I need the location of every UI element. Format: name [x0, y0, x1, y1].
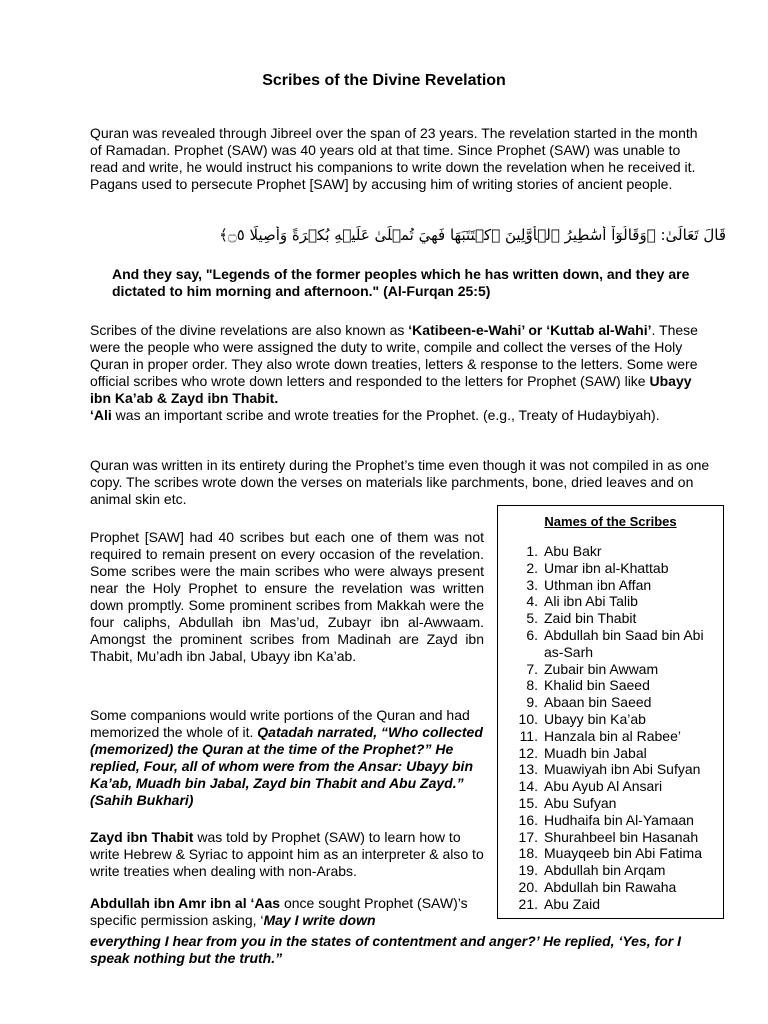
scribe-number: 12.: [518, 744, 538, 761]
scribe-number: 2.: [526, 559, 538, 576]
page-title: Scribes of the Divine Revelation: [262, 72, 506, 89]
para2-text-f: was an important scribe and wrote treaties for the Prophet. (e.g., Treaty of Hudaybiyah).: [111, 407, 660, 423]
scribe-name: Uthman ibn Affan: [544, 576, 652, 593]
scribe-name: Ubayy bin Ka’ab: [544, 710, 646, 727]
scribe-list-item: [506, 560, 718, 577]
scribe-list-item: [506, 711, 718, 728]
scribe-name: Umar ibn al-Khattab: [544, 559, 669, 576]
intro-text: Quran was revealed through Jibreel over the span of 23 years. The revelation started in the month of Ramadan. Prophet (SAW) was 40 years old at that time. Since Prophet (SAW) was unable to read and write, he would instruct his companions to write down the revelation when he received it.: [90, 125, 698, 175]
scribe-number: 18.: [518, 845, 538, 862]
scribes-definition-paragraph: [90, 322, 712, 424]
scribe-name: Muayqeeb bin Abi Fatima: [544, 845, 702, 862]
scribe-name: Khalid bin Saeed: [544, 677, 650, 694]
written-entirety-paragraph: Quran was written in its entirety during the Prophet’s time even though it was not compiled in as one copy. The scribes wrote down the verses on materials like parchments, bone, dried leaves and on animal skin etc.: [90, 457, 710, 507]
intro-text-2: Pagans used to persecute Prophet [SAW] by accusing him of writing stories of ancient people.: [90, 176, 673, 192]
intro-paragraph: [90, 125, 712, 193]
scribe-name: Muawiyah ibn Abi Sufyan: [544, 761, 701, 778]
scribe-number: 7.: [526, 660, 538, 677]
scribe-list-item: [506, 795, 718, 812]
scribe-number: 11.: [519, 727, 538, 744]
scribe-list-item: [506, 879, 718, 896]
scribe-list-item: [506, 862, 718, 879]
scribe-list-item: [506, 761, 718, 778]
para2-text-a: Scribes of the divine revelations are also known as: [90, 322, 409, 338]
scribe-list-item: [506, 543, 718, 560]
para7-text-b: once sought Prophet (SAW)’s specific permission asking, ‘: [90, 895, 468, 928]
abdullah-paragraph-end: everything I hear from you in the states of contentment and anger?’ He replied, ‘Yes, for I speak nothing but the truth.”: [90, 933, 681, 966]
para6-text: was told by Prophet (SAW) to learn how to write Hebrew & Syriac to appoint him as an interpreter & also to write treaties when dealing with non-Arabs.: [90, 829, 484, 879]
scribe-number: 3.: [526, 576, 538, 593]
scribe-name: Muadh bin Jabal: [544, 744, 647, 761]
scribe-list-item: [506, 778, 718, 795]
scribe-number: 16.: [518, 811, 538, 828]
scribe-name: Abdullah bin Saad bin Abi as-Sarh: [544, 626, 704, 660]
scribe-name: Hudhaifa bin Al-Yamaan: [544, 811, 694, 828]
verse-translation: And they say, "Legends of the former peoples which he has written down, and they are dictated to him morning and afternoon." (Al-Furqan 25:5): [112, 266, 690, 299]
scribe-name: Hanzala bin al Rabee’: [544, 727, 681, 744]
scribe-name: Abdullah bin Arqam: [544, 862, 666, 879]
scribe-name: Zaid bin Thabit: [544, 610, 637, 627]
scribe-list-item: [506, 577, 718, 594]
scribe-number: 1.: [526, 543, 538, 559]
scribe-number: 6.: [526, 626, 538, 643]
scribe-number: 10.: [518, 710, 538, 727]
scribe-list-item: [506, 661, 718, 678]
scribe-name: Abu Bakr: [544, 543, 602, 559]
scribe-name: Abdullah bin Rawaha: [544, 878, 677, 895]
scribes-names-box: [497, 505, 724, 919]
scribe-number: 20.: [518, 878, 538, 895]
scribe-number: 14.: [518, 778, 538, 795]
para2-ali: ‘Ali: [90, 407, 112, 423]
scribe-name: Abu Ayub Al Ansari: [544, 778, 663, 795]
scribe-number: 9.: [526, 694, 538, 711]
abdullah-paragraph-start: [90, 895, 490, 929]
scribe-name: Abu Sufyan: [544, 794, 617, 811]
scribes-list: [506, 543, 718, 913]
qatadah-narration: Qatadah narrated, “Who collected (memorized) the Quran at the time of the Prophet?” He replied, Four, all of whom were from the Ansar: Ubayy bin Ka’ab, Muadh bin Jabal, Zayd bin Thabit and Abu Zayd.” (Sahih Bukhari): [90, 724, 483, 808]
para2-term: ‘Katibeen-e-Wahi’ or ‘Kuttab al-Wahi’: [408, 322, 652, 338]
scribe-list-item: [506, 610, 718, 627]
scribe-list-item: [506, 593, 718, 610]
zayd-name: Zayd ibn Thabit: [90, 829, 194, 845]
scribe-name: Abaan bin Saeed: [544, 694, 652, 711]
scribe-list-item: [506, 677, 718, 694]
scribe-list-item: [506, 829, 718, 846]
scribe-list-item: [506, 896, 718, 913]
para7-quote-start: May I write down: [263, 912, 376, 928]
scribes-box-title: Names of the Scribes: [544, 514, 677, 529]
scribe-list-item: [506, 812, 718, 829]
scribe-name: Shurahbeel bin Hasanah: [544, 828, 699, 845]
scribe-name: Abu Zaid: [544, 895, 601, 912]
scribe-list-item: [506, 694, 718, 711]
para2-text-c: . These were the people who were assigned the duty to write, compile and collect the verses of the Holy Quran in proper order. They also wrote down treaties, letters & response to the letters. Some were official scribes who wrote down letters and responded to the letters for Prophet (SAW) like: [90, 322, 698, 389]
scribe-list-item: [506, 728, 718, 745]
para5-text: Some companions would write portions of the Quran and had memorized the whole of it.: [90, 707, 470, 740]
forty-scribes-paragraph: Prophet [SAW] had 40 scribes but each one of them was not required to remain present on every occasion of the revelation. Some scribes were the main scribes who were always present near the Holy Prophet to ensure the revelation was written down promptly. Some prominent scribes from Makkah were the four caliphs, Abdullah ibn Mas’ud, Zubayr ibn al-Awwaam. Amongst the prominent scribes from Madinah are Zayd ibn Thabit, Mu’adh ibn Jabal, Ubayy ibn Ka’ab.: [90, 529, 484, 664]
scribe-name: Ali ibn Abi Talib: [544, 593, 638, 610]
scribe-number: 17.: [518, 828, 538, 845]
scribe-number: 19.: [518, 862, 538, 879]
arabic-verse: قَالَ تَعَالَىٰ: ﴿وَقَالُوٓاْ أَسَٰطِيرُ ٱلۡأَوَّلِينَ ٱكۡتَتَبَهَا فَهِيَ تُمۡلَىٰ عَلَيۡهِ بُكۡرَةً وَأَصِيلًا ۝٥﴾: [219, 226, 726, 244]
abdullah-name: Abdullah ibn Amr ibn al ‘Aas: [90, 895, 281, 911]
zayd-paragraph: [90, 829, 484, 880]
scribe-number: 13.: [518, 761, 538, 778]
scribe-list-item: [506, 627, 718, 661]
scribe-number: 4.: [526, 593, 538, 610]
scribe-name: Zubair bin Awwam: [544, 660, 659, 677]
scribe-number: 8.: [526, 677, 538, 694]
scribe-list-item: [506, 745, 718, 762]
scribe-number: 21.: [518, 895, 538, 912]
scribe-number: 5.: [526, 610, 538, 627]
memorized-paragraph: [90, 707, 484, 809]
scribe-number: 15.: [518, 794, 538, 811]
scribe-list-item: [506, 845, 718, 862]
para2-names: Ubayy ibn Ka’ab & Zayd ibn Thabit.: [90, 373, 692, 406]
